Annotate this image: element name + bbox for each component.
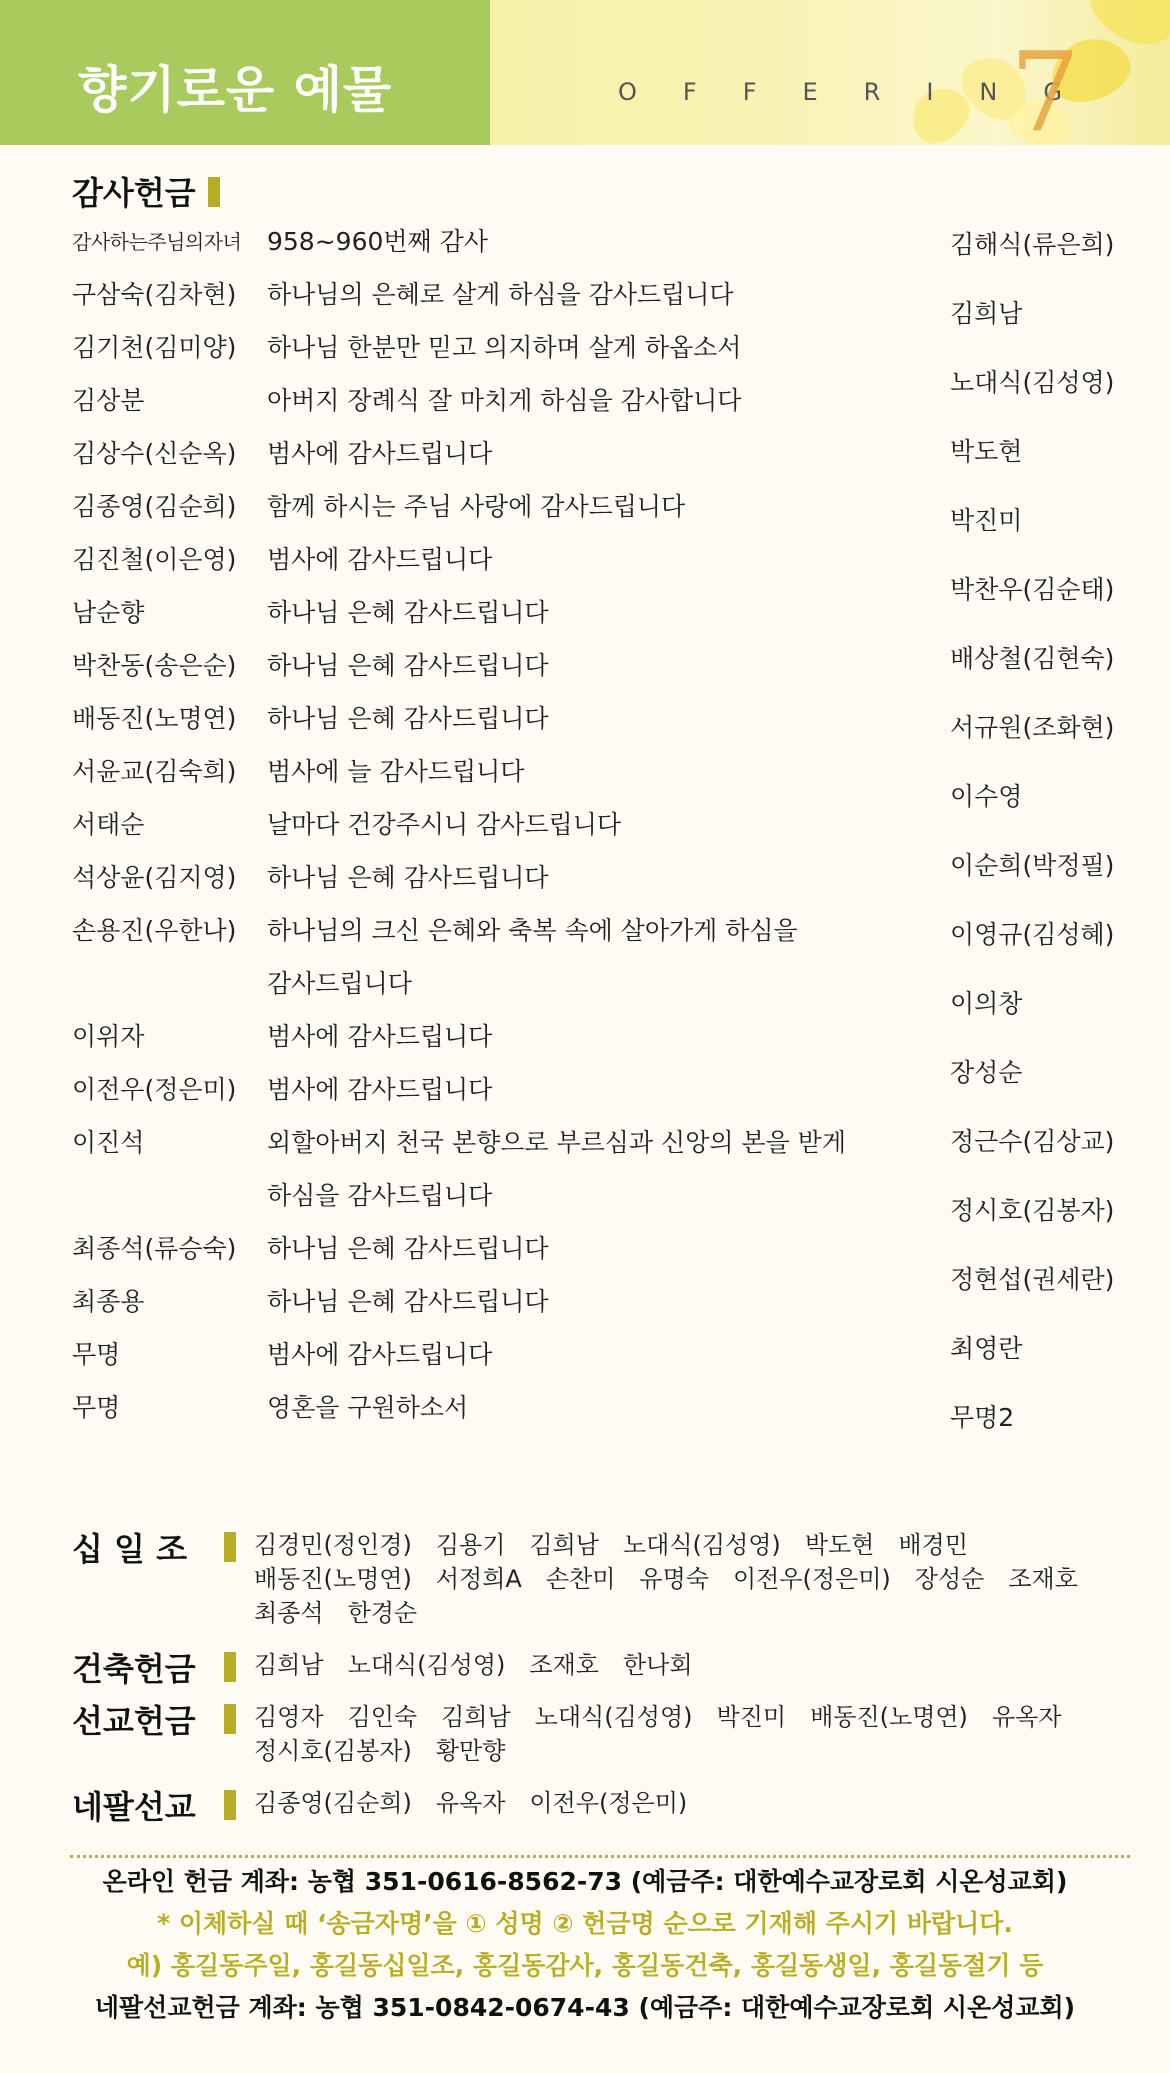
page-number: 7	[1010, 28, 1080, 156]
donor-name: 정근수(김상교)	[950, 1127, 1115, 1156]
donor-name: 이영규(김성혜)	[950, 920, 1115, 949]
donor-name: 이진석	[72, 1128, 145, 1157]
thanks-message: 하나님 은혜 감사드립니다	[267, 704, 549, 733]
donor-name: 남순향	[72, 598, 145, 627]
donor-name: 이순희(박정필)	[950, 851, 1115, 880]
thanks-row	[72, 540, 892, 593]
donor-name: 유옥자	[435, 1789, 506, 1817]
donor-name: 정시호(김봉자)	[950, 1196, 1115, 1225]
thanks-message: 영혼을 구원하소서	[267, 1393, 469, 1422]
donor-name: 노대식(김성영)	[950, 368, 1115, 397]
donor-name: 황만향	[435, 1737, 506, 1765]
thanks-list	[72, 222, 892, 1441]
category-names	[254, 1696, 1152, 1768]
donor-name: 김종영(김순희)	[72, 492, 237, 521]
thanks-row	[72, 593, 892, 646]
donor-name: 김해식(류은희)	[950, 230, 1115, 259]
thanks-row	[72, 646, 892, 699]
donor-name: 박도현	[804, 1531, 875, 1559]
category-marker-icon	[224, 1532, 236, 1562]
thanks-row	[72, 381, 892, 434]
donor-name: 최종석(류승숙)	[72, 1234, 237, 1263]
donor-name: 석상윤(김지영)	[72, 863, 237, 892]
offering-category	[72, 1524, 1152, 1630]
donor-name: 서태순	[72, 810, 145, 839]
donor-name: 배동진(노명연)	[810, 1703, 968, 1731]
donor-name: 박찬동(송은순)	[72, 651, 237, 680]
thanks-row	[72, 222, 892, 275]
thanks-row	[72, 1123, 892, 1176]
thanks-row	[72, 1229, 892, 1282]
thanks-heading	[72, 168, 220, 214]
donor-name: 서규원(조화현)	[950, 713, 1115, 742]
donor-name: 김기천(김미양)	[72, 333, 237, 362]
offering-categories	[72, 1524, 1152, 1834]
donor-name: 박진미	[716, 1703, 787, 1731]
donor-name: 정시호(김봉자)	[254, 1737, 412, 1765]
thanks-row	[72, 434, 892, 487]
thanks-row	[72, 1282, 892, 1335]
donor-name: 박찬우(김순태)	[950, 575, 1115, 604]
thanks-message: 하나님 은혜 감사드립니다	[267, 863, 549, 892]
thanks-row	[72, 699, 892, 752]
thanks-heading-label: 감사헌금	[72, 174, 196, 212]
donor-name: 김경민(정인경)	[254, 1531, 412, 1559]
thanks-message: 아버지 장례식 잘 마치게 하심을 감사합니다	[267, 386, 742, 415]
category-label: 십 일 조	[72, 1530, 188, 1568]
category-label: 네팔선교	[72, 1788, 196, 1826]
donor-name: 김희남	[529, 1531, 599, 1559]
thanks-row	[72, 964, 892, 1017]
thanks-message: 하나님의 은혜로 살게 하심을 감사드립니다	[267, 280, 734, 309]
transfer-example: 예) 홍길동주일, 홍길동십일조, 홍길동감사, 홍길동건축, 홍길동생일, 홍길동절기 등	[126, 1951, 1044, 1980]
category-marker-icon	[224, 1652, 236, 1682]
thanks-message: 하나님 은혜 감사드립니다	[267, 598, 549, 627]
donor-name: 최영란	[950, 1334, 1023, 1363]
page-title: 향기로운 예물	[78, 61, 393, 119]
thanks-message: 외할아버지 천국 본향으로 부르심과 신앙의 본을 받게	[267, 1128, 846, 1157]
offering-category	[72, 1644, 1152, 1688]
footer-divider	[70, 1855, 1130, 1858]
donor-name: 배상철(김현숙)	[950, 644, 1115, 673]
thanks-message: 하나님 은혜 감사드립니다	[267, 651, 549, 680]
donor-name: 최종용	[72, 1287, 145, 1316]
donor-name: 장성순	[914, 1565, 985, 1593]
thanks-row	[72, 275, 892, 328]
donor-name: 이수영	[950, 782, 1023, 811]
donor-name: 배경민	[898, 1531, 968, 1559]
thanks-row	[72, 1070, 892, 1123]
thanks-message: 하심을 감사드립니다	[267, 1181, 493, 1210]
category-names	[254, 1644, 1152, 1682]
donor-name: 무명2	[950, 1403, 1015, 1432]
donor-name: 유명숙	[639, 1565, 709, 1593]
page-subtitle: OFFERING	[618, 78, 1108, 106]
thanks-row	[72, 328, 892, 381]
thanks-message: 날마다 건강주시니 감사드립니다	[267, 810, 621, 839]
donor-name: 조재호	[529, 1651, 599, 1679]
thanks-message: 하나님 한분만 믿고 의지하며 살게 하옵소서	[267, 333, 742, 362]
donor-name: 유옥자	[991, 1703, 1062, 1731]
thanks-row	[72, 911, 892, 964]
donor-name: 배동진(노명연)	[254, 1565, 412, 1593]
category-marker-icon	[224, 1790, 236, 1820]
thanks-row	[72, 1335, 892, 1388]
page-header	[0, 0, 1170, 156]
thanks-row	[72, 752, 892, 805]
thanks-message: 하나님 은혜 감사드립니다	[267, 1287, 549, 1316]
donor-name: 정현섭(권세란)	[950, 1265, 1115, 1294]
thanks-message: 범사에 감사드립니다	[267, 1340, 493, 1369]
donor-name: 구삼숙(김차현)	[72, 280, 237, 309]
donor-name: 박도현	[950, 437, 1023, 466]
category-label: 건축헌금	[72, 1650, 196, 1688]
donor-name: 최종석	[254, 1599, 324, 1627]
category-names	[254, 1782, 1152, 1820]
donor-name: 한경순	[347, 1599, 418, 1627]
donor-name: 서윤교(김숙희)	[72, 757, 237, 786]
donor-name: 노대식(김성영)	[534, 1703, 693, 1731]
thanks-row	[72, 1017, 892, 1070]
donor-name: 한나회	[622, 1651, 693, 1679]
category-names	[254, 1524, 1152, 1630]
thanks-message: 하나님 은혜 감사드립니다	[267, 1234, 549, 1263]
donor-name: 노대식(김성영)	[622, 1531, 781, 1559]
thanks-right-names	[950, 225, 1160, 1467]
donor-name: 이전우(정은미)	[529, 1789, 688, 1817]
thanks-row	[72, 1388, 892, 1441]
donor-name: 이전우(정은미)	[732, 1565, 891, 1593]
donor-name: 김희남	[950, 299, 1023, 328]
donor-name: 김상수(신순옥)	[72, 439, 237, 468]
donor-name: 감사하는주님의자녀	[72, 230, 242, 254]
thanks-row	[72, 858, 892, 911]
thanks-row	[72, 487, 892, 540]
donor-name: 김희남	[441, 1703, 511, 1731]
donor-name: 김종영(김순희)	[254, 1789, 412, 1817]
donor-name: 장성순	[950, 1058, 1023, 1087]
donor-name: 김진철(이은영)	[72, 545, 237, 574]
donor-name: 서정희A	[435, 1565, 522, 1593]
offering-category	[72, 1696, 1152, 1768]
category-marker-icon	[224, 1704, 236, 1734]
donor-name: 이전우(정은미)	[72, 1075, 237, 1104]
donor-name: 손용진(우한나)	[72, 916, 237, 945]
thanks-message: 범사에 감사드립니다	[267, 1022, 493, 1051]
nepal-account-line: 네팔선교헌금 계좌: 농협 351-0842-0674-43 (예금주: 대한예수교장로회 시온성교회)	[94, 1993, 1076, 2022]
donor-name: 이위자	[72, 1022, 145, 1051]
donor-name: 무명	[72, 1340, 121, 1369]
thanks-message: 함께 하시는 주님 사랑에 감사드립니다	[267, 492, 686, 521]
donor-name: 김희남	[254, 1651, 324, 1679]
transfer-notice: * 이체하실 때 ‘송금자명’을 ① 성명 ② 헌금명 순으로 기재해 주시기 바랍니다.	[157, 1909, 1013, 1938]
donor-name: 노대식(김성영)	[347, 1651, 506, 1679]
thanks-row	[72, 1176, 892, 1229]
thanks-message: 범사에 감사드립니다	[267, 439, 493, 468]
donor-name: 손찬미	[545, 1565, 616, 1593]
thanks-row	[72, 805, 892, 858]
donor-name: 박진미	[950, 506, 1023, 535]
offering-category	[72, 1782, 1152, 1826]
online-account-line: 온라인 헌금 계좌: 농협 351-0616-8562-73 (예금주: 대한예수교장로회 시온성교회)	[102, 1867, 1068, 1896]
thanks-message: 958~960번째 감사	[267, 227, 488, 256]
thanks-message: 범사에 감사드립니다	[267, 545, 493, 574]
donor-name: 배동진(노명연)	[72, 704, 237, 733]
donor-name: 김용기	[435, 1531, 506, 1559]
thanks-message: 감사드립니다	[267, 969, 412, 998]
donor-name: 조재호	[1008, 1565, 1078, 1593]
donor-name: 김인숙	[347, 1703, 418, 1731]
donor-name: 이의창	[950, 989, 1023, 1018]
donor-name: 김영자	[254, 1703, 324, 1731]
donor-name: 김상분	[72, 386, 145, 415]
heading-marker-icon	[208, 177, 220, 207]
category-label: 선교헌금	[72, 1702, 196, 1740]
thanks-message: 하나님의 크신 은혜와 축복 속에 살아가게 하심을	[267, 916, 798, 945]
thanks-message: 범사에 늘 감사드립니다	[267, 757, 525, 786]
donor-name: 무명	[72, 1393, 121, 1422]
thanks-message: 범사에 감사드립니다	[267, 1075, 493, 1104]
